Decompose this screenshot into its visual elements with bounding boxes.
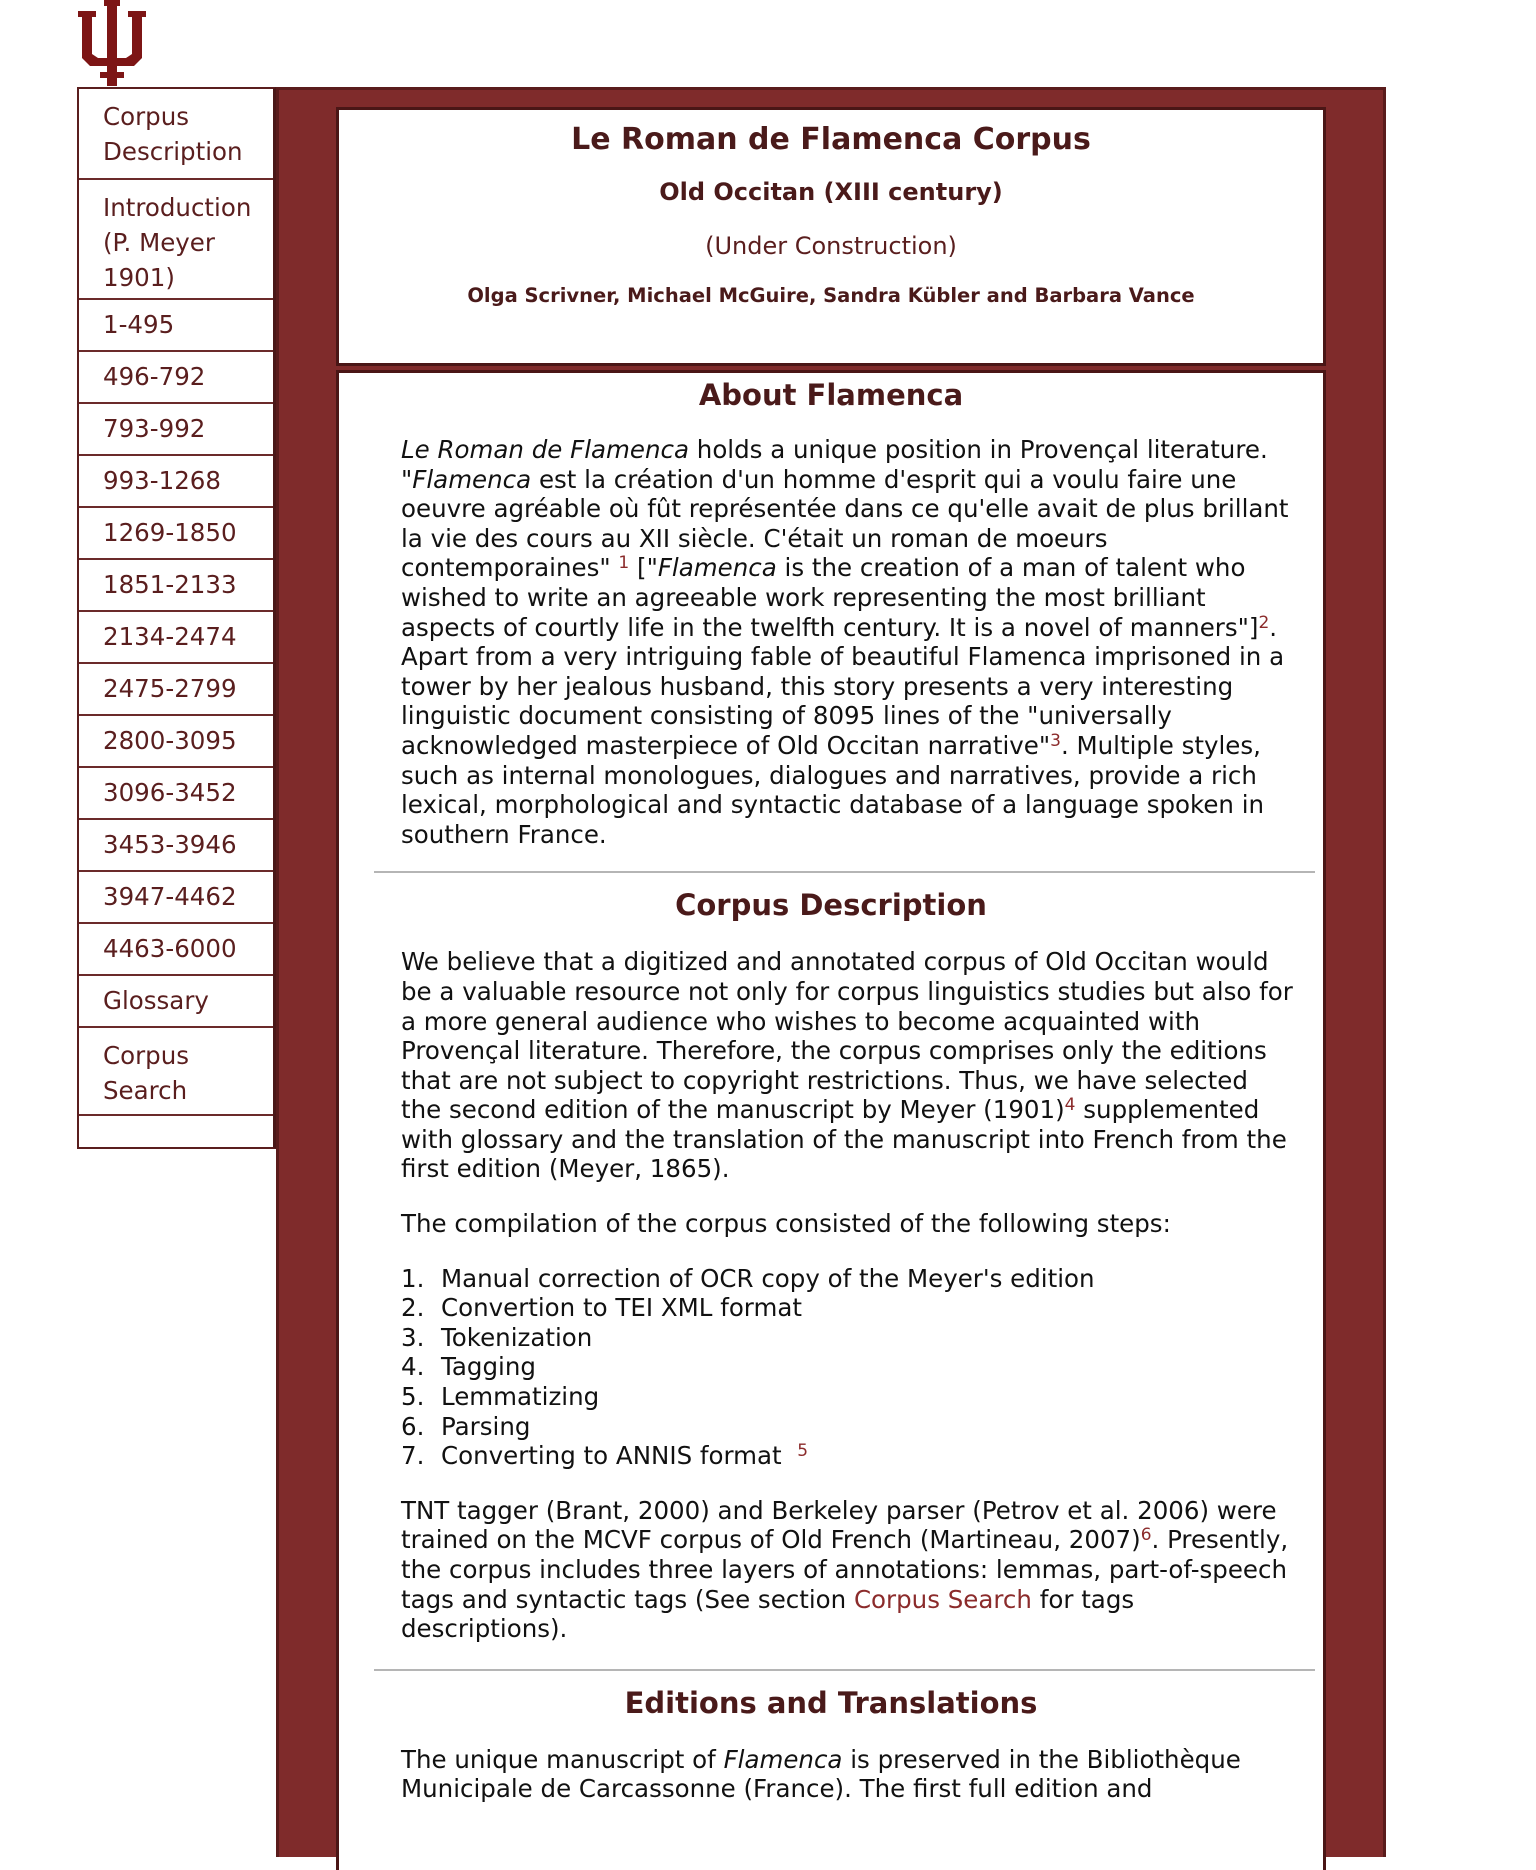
italic-flamenca: Flamenca xyxy=(412,464,532,494)
text-span: [" xyxy=(629,553,658,583)
text-span: est la création d'un homme d'esprit qui a voulu faire une oeuvre agréable où fût représentée dans ce qu'elle avait de plus brillant la vie des cours au XII siècle. C'était un roman de moeurs contemporaines" xyxy=(401,464,1289,583)
section-heading-about: About Flamenca xyxy=(698,378,964,412)
construction-status: (Under Construction) xyxy=(705,232,957,260)
sidebar-item-4463-6000[interactable]: 4463-6000 xyxy=(79,924,273,976)
page-subtitle: Old Occitan (XIII century) xyxy=(659,178,1003,206)
text-span: . Presently, the corpus includes three layers of annotations: lemmas, part-of-speech tags and syntactic tags (See section xyxy=(401,1525,1289,1614)
list-text xyxy=(441,1441,808,1471)
list-text: Tagging xyxy=(441,1352,536,1382)
section-heading-editions: Editions and Translations xyxy=(624,1685,1038,1720)
footnote-link-6[interactable]: 6 xyxy=(1140,1525,1152,1546)
list-number: 6. xyxy=(401,1411,425,1441)
sidebar-item-1851-2133[interactable]: 1851-2133 xyxy=(79,560,273,612)
sidebar-empty-row xyxy=(79,1116,273,1153)
main-frame xyxy=(276,87,1386,1857)
italic-flamenca: Flamenca xyxy=(723,1744,843,1774)
iu-trident-logo-icon xyxy=(78,0,146,86)
sidebar-item-corpus-search[interactable]: Corpus Search xyxy=(79,1028,273,1116)
compilation-steps-list xyxy=(401,1264,1293,1471)
list-number: 2. xyxy=(401,1293,425,1323)
list-item xyxy=(401,1352,1293,1382)
compilation-intro: The compilation of the corpus consisted of the following steps: xyxy=(401,1209,1171,1239)
editions-paragraph xyxy=(401,1745,1293,1804)
list-item xyxy=(401,1323,1293,1353)
text-span: We believe that a digitized and annotated corpus of Old Occitan would be a valuable resource not only for corpus linguistics studies but also for a more general audience who wishes to become acquainted with Provençal literature. Therefore, the corpus comprises only the editions that are not subject to copyright restrictions. Thus, we have selected the second edition of the manuscript by Meyer (1901) xyxy=(401,947,1293,1125)
text-span: . Apart from a very intriguing fable of beautiful Flamenca imprisoned in a tower by her jealous husband, this story presents a very interesting linguistic document consisting of 8095 lines of the "universally acknowledged masterpiece of Old Occitan narrative" xyxy=(401,612,1285,760)
text-span: TNT tagger (Brant, 2000) and Berkeley parser (Petrov et al. 2006) were trained on the MCVF corpus of Old French (Martineau, 2007) xyxy=(401,1495,1277,1555)
corpus-description-paragraph xyxy=(401,947,1293,1184)
list-item xyxy=(401,1382,1293,1412)
list-number: 1. xyxy=(401,1263,425,1293)
sidebar-item-1-495[interactable]: 1-495 xyxy=(79,300,273,352)
list-item xyxy=(401,1412,1293,1442)
section-divider xyxy=(374,871,1315,873)
footnote-link-3[interactable]: 3 xyxy=(1050,730,1061,751)
list-number: 4. xyxy=(401,1352,425,1382)
page-header xyxy=(336,107,1326,366)
sidebar-item-793-992[interactable]: 793-992 xyxy=(79,404,273,456)
sidebar-item-1269-1850[interactable]: 1269-1850 xyxy=(79,508,273,560)
list-number: 5. xyxy=(401,1382,425,1412)
sidebar-item-2800-3095[interactable]: 2800-3095 xyxy=(79,716,273,768)
sidebar-item-2475-2799[interactable]: 2475-2799 xyxy=(79,664,273,716)
list-text: Lemmatizing xyxy=(441,1382,600,1412)
list-text: Convertion to TEI XML format xyxy=(441,1293,802,1323)
italic-flamenca: Flamenca xyxy=(657,553,777,583)
sidebar-item-glossary[interactable]: Glossary xyxy=(79,976,273,1028)
tools-paragraph xyxy=(401,1496,1293,1644)
sidebar-item-corpus-description[interactable]: Corpus Description xyxy=(79,89,273,180)
list-item xyxy=(401,1293,1293,1323)
italic-title: Le Roman de Flamenca xyxy=(401,435,689,464)
text-span: is preserved in the Bibliothèque Municipale de Carcassonne (France). The first full edition and xyxy=(401,1744,1241,1804)
text-span: holds a unique position in Provençal literature. " xyxy=(401,435,1268,494)
content-area xyxy=(336,370,1326,1870)
text-span: for tags descriptions). xyxy=(401,1584,1135,1644)
page-title: Le Roman de Flamenca Corpus xyxy=(571,122,1091,157)
corpus-search-link[interactable]: Corpus Search xyxy=(853,1584,1032,1614)
text-span: supplemented with glossary and the translation of the manuscript into French from the first edition (Meyer, 1865). xyxy=(401,1095,1287,1184)
text-span: The unique manuscript of xyxy=(401,1744,724,1774)
footnote-link-1[interactable]: 1 xyxy=(618,553,630,574)
sidebar-item-2134-2474[interactable]: 2134-2474 xyxy=(79,612,273,664)
list-number: 7. xyxy=(401,1441,425,1471)
sidebar-item-496-792[interactable]: 496-792 xyxy=(79,352,273,404)
text-span: Converting to ANNIS format xyxy=(441,1441,790,1471)
sidebar-nav xyxy=(77,87,276,1149)
text-span: is the creation of a man of talent who wished to write an agreeable work representing the most brilliant aspects of courtly life in the twelfth century. It is a novel of manners"] xyxy=(401,553,1259,642)
text-span: . Multiple styles, such as internal monologues, dialogues and narratives, provide a rich lexical, morphological and syntactic database of a language spoken in southern France. xyxy=(401,730,1265,849)
sidebar-item-993-1268[interactable]: 993-1268 xyxy=(79,456,273,508)
footnote-link-2[interactable]: 2 xyxy=(1258,612,1270,633)
list-number: 3. xyxy=(401,1322,425,1352)
section-heading-corpus-description: Corpus Description xyxy=(675,888,987,923)
sidebar-item-introduction[interactable]: Introduction (P. Meyer 1901) xyxy=(79,180,273,300)
sidebar-item-3096-3452[interactable]: 3096-3452 xyxy=(79,768,273,820)
sidebar-item-3453-3946[interactable]: 3453-3946 xyxy=(79,820,273,872)
list-text: Tokenization xyxy=(441,1322,593,1352)
list-item xyxy=(401,1441,1293,1471)
authors-line: Olga Scrivner, Michael McGuire, Sandra Kübler and Barbara Vance xyxy=(467,284,1195,307)
section-divider xyxy=(374,1669,1315,1671)
list-text: Manual correction of OCR copy of the Meyer's edition xyxy=(441,1263,1095,1293)
footnote-link-5[interactable]: 5 xyxy=(797,1441,809,1462)
footnote-link-4[interactable]: 4 xyxy=(1064,1095,1076,1116)
list-item xyxy=(401,1264,1293,1294)
sidebar-item-3947-4462[interactable]: 3947-4462 xyxy=(79,872,273,924)
about-paragraph xyxy=(401,435,1293,849)
list-text: Parsing xyxy=(441,1411,531,1441)
